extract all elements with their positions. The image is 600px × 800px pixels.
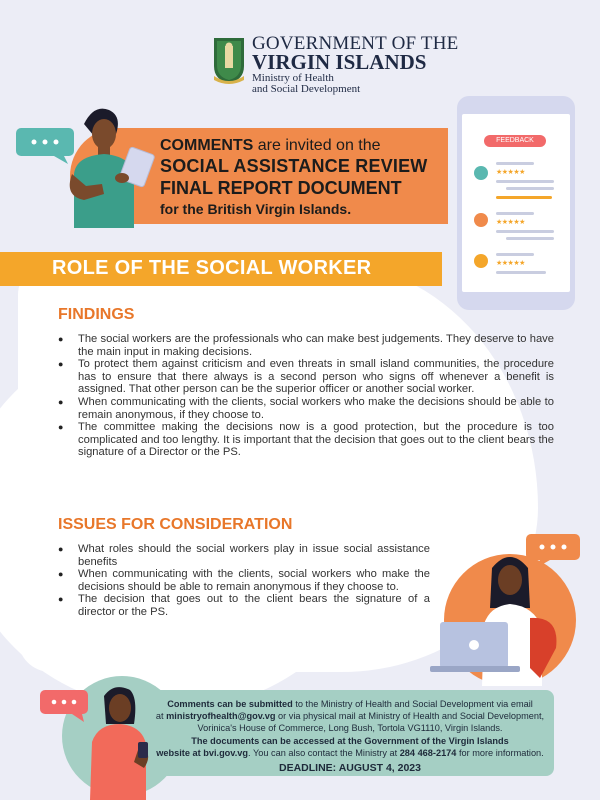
footer-text-line4: The documents can be accessed at the Government of the Virgin Islands bbox=[191, 736, 509, 746]
banner-line4: for the British Virgin Islands. bbox=[160, 201, 352, 217]
ministry-name-line1: Ministry of Health bbox=[252, 72, 334, 84]
rating-line bbox=[496, 271, 546, 274]
banner-line1: COMMENTS are invited on the bbox=[160, 137, 381, 154]
findings-item: ● The social workers are the professionals who can make best judgements. They deserve to have the main input in making decisions. bbox=[52, 333, 554, 358]
rating-stars-1: ★★★★★ bbox=[496, 169, 525, 176]
phone-number: 284 468-2174 bbox=[399, 748, 457, 758]
rating-stars-2: ★★★★★ bbox=[496, 219, 525, 226]
rating-line bbox=[506, 237, 554, 240]
issues-item: ● The decision that goes out to the client bears the signature of a director or the PS. bbox=[52, 593, 430, 618]
footer-text-line5: website at bvi.gov.vg. You can also contact the Ministry at 284 468-2174 for more information. bbox=[156, 748, 544, 758]
woman-with-laptop-illustration bbox=[430, 528, 592, 688]
email-link[interactable]: ministryofhealth@gov.vg bbox=[166, 711, 276, 721]
footer-text-line3: Vorinica's House of Commerce, Long Bush, Tortola VG1110, Virgin Islands. bbox=[197, 723, 503, 733]
rating-line bbox=[496, 196, 552, 199]
government-title-line2: VIRGIN ISLANDS bbox=[252, 50, 427, 74]
rating-avatar-1 bbox=[474, 166, 488, 180]
rating-line bbox=[496, 180, 554, 183]
website-link[interactable]: website at bvi.gov.vg bbox=[156, 748, 248, 758]
findings-heading: FINDINGS bbox=[58, 306, 135, 323]
issues-heading: ISSUES FOR CONSIDERATION bbox=[58, 516, 293, 533]
footer-text-line2: at ministryofhealth@gov.vg or via physical mail at Ministry of Health and Social Development, bbox=[155, 711, 545, 721]
findings-item: ● When communicating with the clients, social workers who make the decisions should be able to remain anonymous, if they choose to. bbox=[52, 396, 554, 421]
feedback-label: FEEDBACK bbox=[484, 135, 546, 147]
rating-avatar-3 bbox=[474, 254, 488, 268]
rating-line bbox=[496, 212, 534, 215]
coat-of-arms-icon bbox=[212, 36, 246, 84]
footer-text-line1: Comments can be submitted to the Ministry of Health and Social Development via email bbox=[167, 699, 533, 709]
issues-list bbox=[52, 543, 430, 619]
rating-line bbox=[496, 230, 554, 233]
issues-item: ● What roles should the social workers play in issue social assistance benefits bbox=[52, 543, 430, 568]
speech-bubble-icon bbox=[38, 688, 90, 724]
role-title: ROLE OF THE SOCIAL WORKER bbox=[52, 257, 372, 279]
rating-line bbox=[496, 162, 534, 165]
rating-stars-3: ★★★★★ bbox=[496, 260, 525, 267]
deadline: DEADLINE: AUGUST 4, 2023 bbox=[279, 762, 421, 774]
rating-avatar-2 bbox=[474, 213, 488, 227]
banner-line3: FINAL REPORT DOCUMENT bbox=[160, 178, 402, 198]
banner-line2: SOCIAL ASSISTANCE REVIEW bbox=[160, 156, 428, 176]
findings-list bbox=[52, 333, 554, 459]
findings-item: ● To protect them against criticism and even threats in small island communities, the procedure has to ensure that there always is a second person who signs off whenever a benefit is assigned. That other person can be the superior officer or another social worker. bbox=[52, 358, 554, 396]
rating-line bbox=[496, 253, 534, 256]
person-with-tablet-illustration bbox=[64, 104, 164, 228]
government-title-line1: GOVERNMENT OF THE bbox=[252, 33, 459, 54]
findings-item: ● The committee making the decisions now is a good protection, but the procedure is too complicated and too lengthy. It is important that the decision that goes out to the client bears the signature of a Director or the PS. bbox=[52, 421, 554, 459]
issues-item: ● When communicating with the clients, social workers who make the decisions should be able to remain anonymous if they choose to. bbox=[52, 568, 430, 593]
ministry-name-line2: and Social Development bbox=[252, 83, 361, 95]
rating-line bbox=[506, 187, 554, 190]
